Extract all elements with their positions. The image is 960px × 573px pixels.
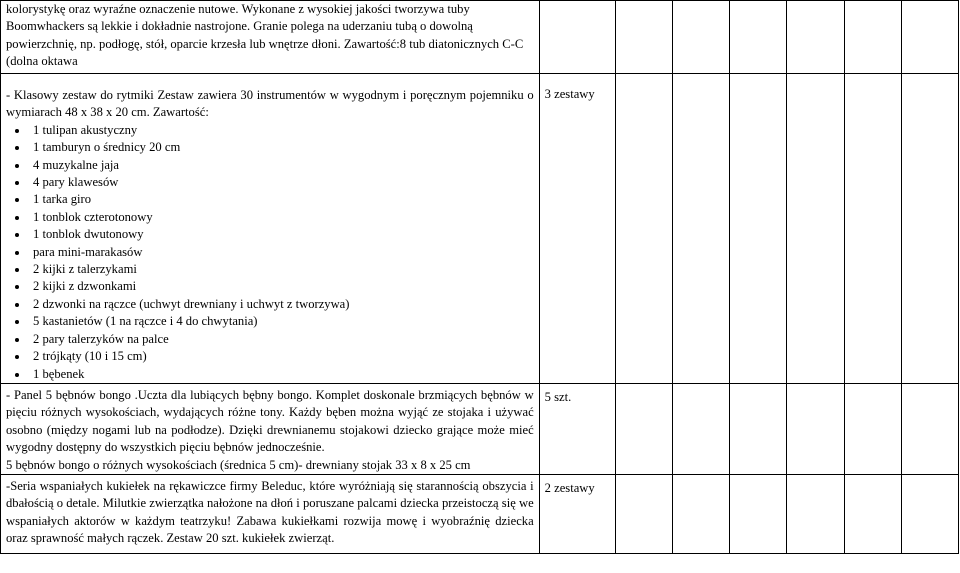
list-item: 2 kijki z dzwonkami xyxy=(33,278,534,295)
empty-cell xyxy=(901,474,958,553)
description-line: (dolna oktawa xyxy=(6,54,78,69)
empty-cell xyxy=(844,474,901,553)
description-extra: 5 bębnów bongo o różnych wysokościach (średnica 5 cm)- drewniany stojak 33 x 8 x 25 cm xyxy=(6,457,471,472)
description-line: powierzchnię, np. podłogę, stół, oparcie krzesła lub wnętrze dłoni. Zawartość:8 tub diatonicznych C-C xyxy=(6,36,524,51)
table-row xyxy=(1,474,959,553)
empty-cell xyxy=(673,474,730,553)
empty-cell xyxy=(844,74,901,384)
list-item: 4 pary klawesów xyxy=(33,174,534,191)
empty-cell xyxy=(901,1,958,74)
quantity-cell xyxy=(539,74,615,384)
description-line: Boomwhackers są lekkie i dokładnie nastrojone. Granie polega na uderzaniu tubą o dowolną xyxy=(6,19,473,34)
empty-cell xyxy=(787,383,844,474)
list-item: 1 bębenek xyxy=(33,366,534,383)
description-paragraph: -Seria wspaniałych kukiełek na rękawiczce firmy Beleduc, które wyróżniają się starannością obszycia i dbałością o detale. Milutkie zwierzątka nałożone na dłoń i poruszane palcami dziecka przeistoczą się we wspaniałych aktorów w każdym teatrzyku! Zabawa kukiełkami rozwija mowę i wyobraźnię dziecka oraz sprawność małych rączek. Zestaw 20 szt. kukiełek zwierząt. xyxy=(6,478,534,546)
table-row xyxy=(1,383,959,474)
empty-cell xyxy=(730,474,787,553)
list-item: 1 tarka giro xyxy=(33,191,534,208)
description-intro: - Klasowy zestaw do rytmiki Zestaw zawiera 30 instrumentów w wygodnym i poręcznym pojemniku o wymiarach 48 x 38 x 20 cm. Zawartość: xyxy=(6,88,534,120)
description-cell xyxy=(1,383,540,474)
empty-cell xyxy=(730,1,787,74)
empty-cell xyxy=(615,74,672,384)
description-cell xyxy=(1,1,540,74)
quantity-value: 2 zestawy xyxy=(544,480,595,495)
list-item: 4 muzykalne jaja xyxy=(33,157,534,174)
quantity-value xyxy=(540,1,615,6)
list-item: 2 dzwonki na rączce (uchwyt drewniany i uchwyt z tworzywa) xyxy=(33,296,534,313)
empty-cell xyxy=(787,74,844,384)
list-item: 2 pary talerzyków na palce xyxy=(33,331,534,348)
empty-cell xyxy=(787,474,844,553)
description-line: kolorystykę oraz wyraźne oznaczenie nutowe. Wykonane z wysokiej jakości tworzywa tuby xyxy=(6,2,470,16)
empty-cell xyxy=(787,1,844,74)
description-cell xyxy=(1,474,540,553)
empty-cell xyxy=(673,74,730,384)
quantity-cell xyxy=(539,383,615,474)
empty-cell xyxy=(673,383,730,474)
empty-cell xyxy=(844,1,901,74)
empty-cell xyxy=(901,74,958,384)
empty-cell xyxy=(673,1,730,74)
empty-cell xyxy=(901,383,958,474)
quantity-value: 3 zestawy xyxy=(544,87,595,101)
table-row xyxy=(1,74,959,384)
description-paragraph: - Panel 5 bębnów bongo .Uczta dla lubiących bębny bongo. Komplet doskonale brzmiących bębnów w pięciu różnych wysokościach, wydających różne tony. Każdy bęben można wyjąć ze stojaka i używać osobno (między nogami lub na podłodze). Dzięki drewnianemu stojakowi dziecko grające może mieć wygodny dostępny do wszystkich pięciu bębnów jednocześnie. xyxy=(6,387,534,455)
list-item: 1 tonblok czterotonowy xyxy=(33,209,534,226)
contents-list xyxy=(6,122,534,383)
empty-cell xyxy=(615,383,672,474)
list-item: 2 trójkąty (10 i 15 cm) xyxy=(33,348,534,365)
list-item: para mini-marakasów xyxy=(33,244,534,261)
list-item: 2 kijki z talerzykami xyxy=(33,261,534,278)
quantity-cell xyxy=(539,474,615,553)
quantity-cell xyxy=(539,1,615,74)
list-item: 1 tamburyn o średnicy 20 cm xyxy=(33,139,534,156)
empty-cell xyxy=(730,383,787,474)
list-item: 1 tulipan akustyczny xyxy=(33,122,534,139)
empty-cell xyxy=(615,474,672,553)
empty-cell xyxy=(730,74,787,384)
description-cell xyxy=(1,74,540,384)
list-item: 5 kastanietów (1 na rączce i 4 do chwytania) xyxy=(33,313,534,330)
empty-cell xyxy=(615,1,672,74)
quantity-value: 5 szt. xyxy=(544,389,572,404)
list-item: 1 tonblok dwutonowy xyxy=(33,226,534,243)
table-row xyxy=(1,1,959,74)
empty-cell xyxy=(844,383,901,474)
